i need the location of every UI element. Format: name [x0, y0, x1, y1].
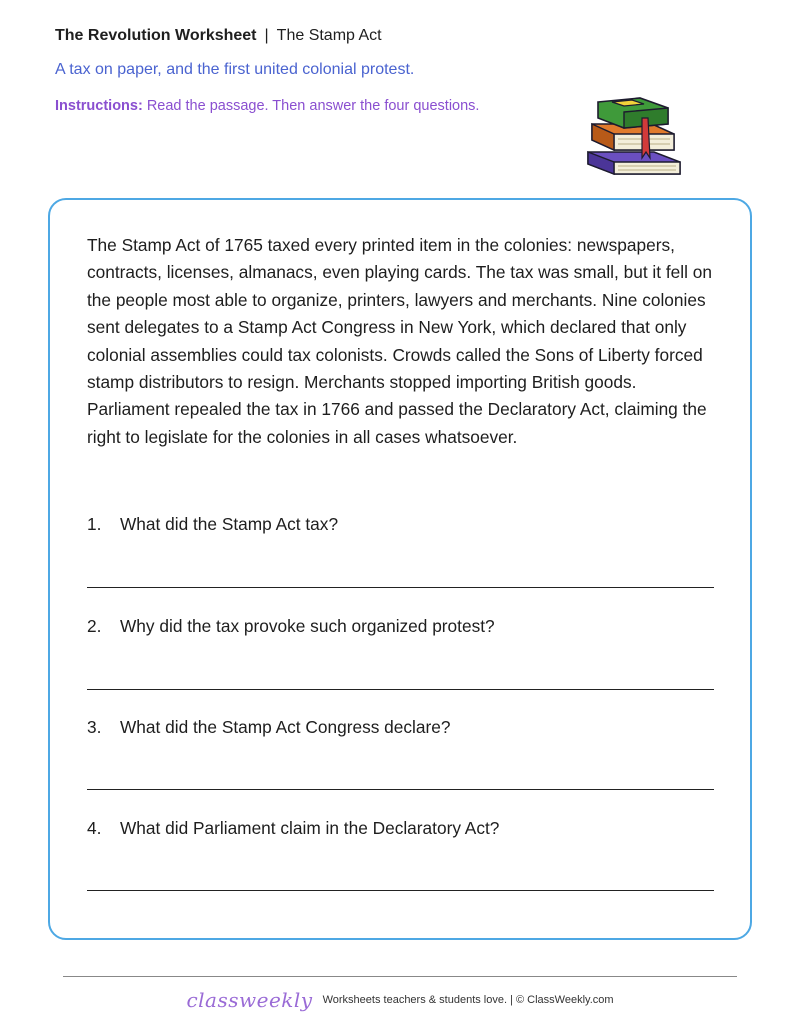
worksheet-topic: The Stamp Act	[276, 27, 382, 44]
instructions-label: Instructions:	[55, 98, 143, 114]
worksheet-subtitle: A tax on paper, and the first united colonial protest.	[55, 61, 415, 78]
question-number: 4.	[87, 818, 102, 838]
question-1	[87, 514, 717, 535]
answer-line-3[interactable]	[87, 789, 714, 790]
worksheet-header	[55, 27, 382, 45]
instructions-text: Read the passage. Then answer the four questions.	[146, 98, 480, 114]
answer-line-2[interactable]	[87, 689, 714, 690]
worksheet-title: The Revolution Worksheet	[55, 27, 257, 44]
question-2	[87, 616, 717, 637]
footer-tagline: Worksheets teachers & students love. | © ClassWeekly.com	[322, 994, 614, 1006]
answer-line-1[interactable]	[87, 587, 714, 588]
question-text: What did the Stamp Act Congress declare?	[120, 717, 451, 737]
question-3	[87, 717, 717, 738]
instructions	[55, 98, 479, 114]
question-4	[87, 818, 717, 839]
header-separator: |	[264, 27, 269, 44]
reading-passage: The Stamp Act of 1765 taxed every printed item in the colonies: newspapers, contracts, licenses, almanacs, even playing cards. The tax was small, but it fell on the people most able to organize, printers, lawyers and merchants. Nine colonies sent delegates to a Stamp Act Congress in New York, which declared that only colonial assemblies could tax colonists. Crowds called the Sons of Liberty forced stamp distributors to resign. Merchants stopped importing British goods. Parliament repealed the tax in 1766 and passed the Declaratory Act, claiming the right to legislate for the colonies in all cases whatsoever.	[87, 235, 712, 447]
page-footer	[0, 988, 800, 1012]
question-number: 1.	[87, 514, 102, 534]
books-stack-icon	[584, 96, 684, 178]
question-number: 2.	[87, 616, 102, 636]
question-text: Why did the tax provoke such organized protest?	[120, 616, 495, 636]
question-number: 3.	[87, 717, 102, 737]
question-text: What did the Stamp Act tax?	[120, 514, 339, 534]
footer-divider	[63, 976, 737, 977]
answer-line-4[interactable]	[87, 890, 714, 891]
question-text: What did Parliament claim in the Declaratory Act?	[120, 818, 500, 838]
brand-logo: classweekly	[186, 988, 313, 1012]
